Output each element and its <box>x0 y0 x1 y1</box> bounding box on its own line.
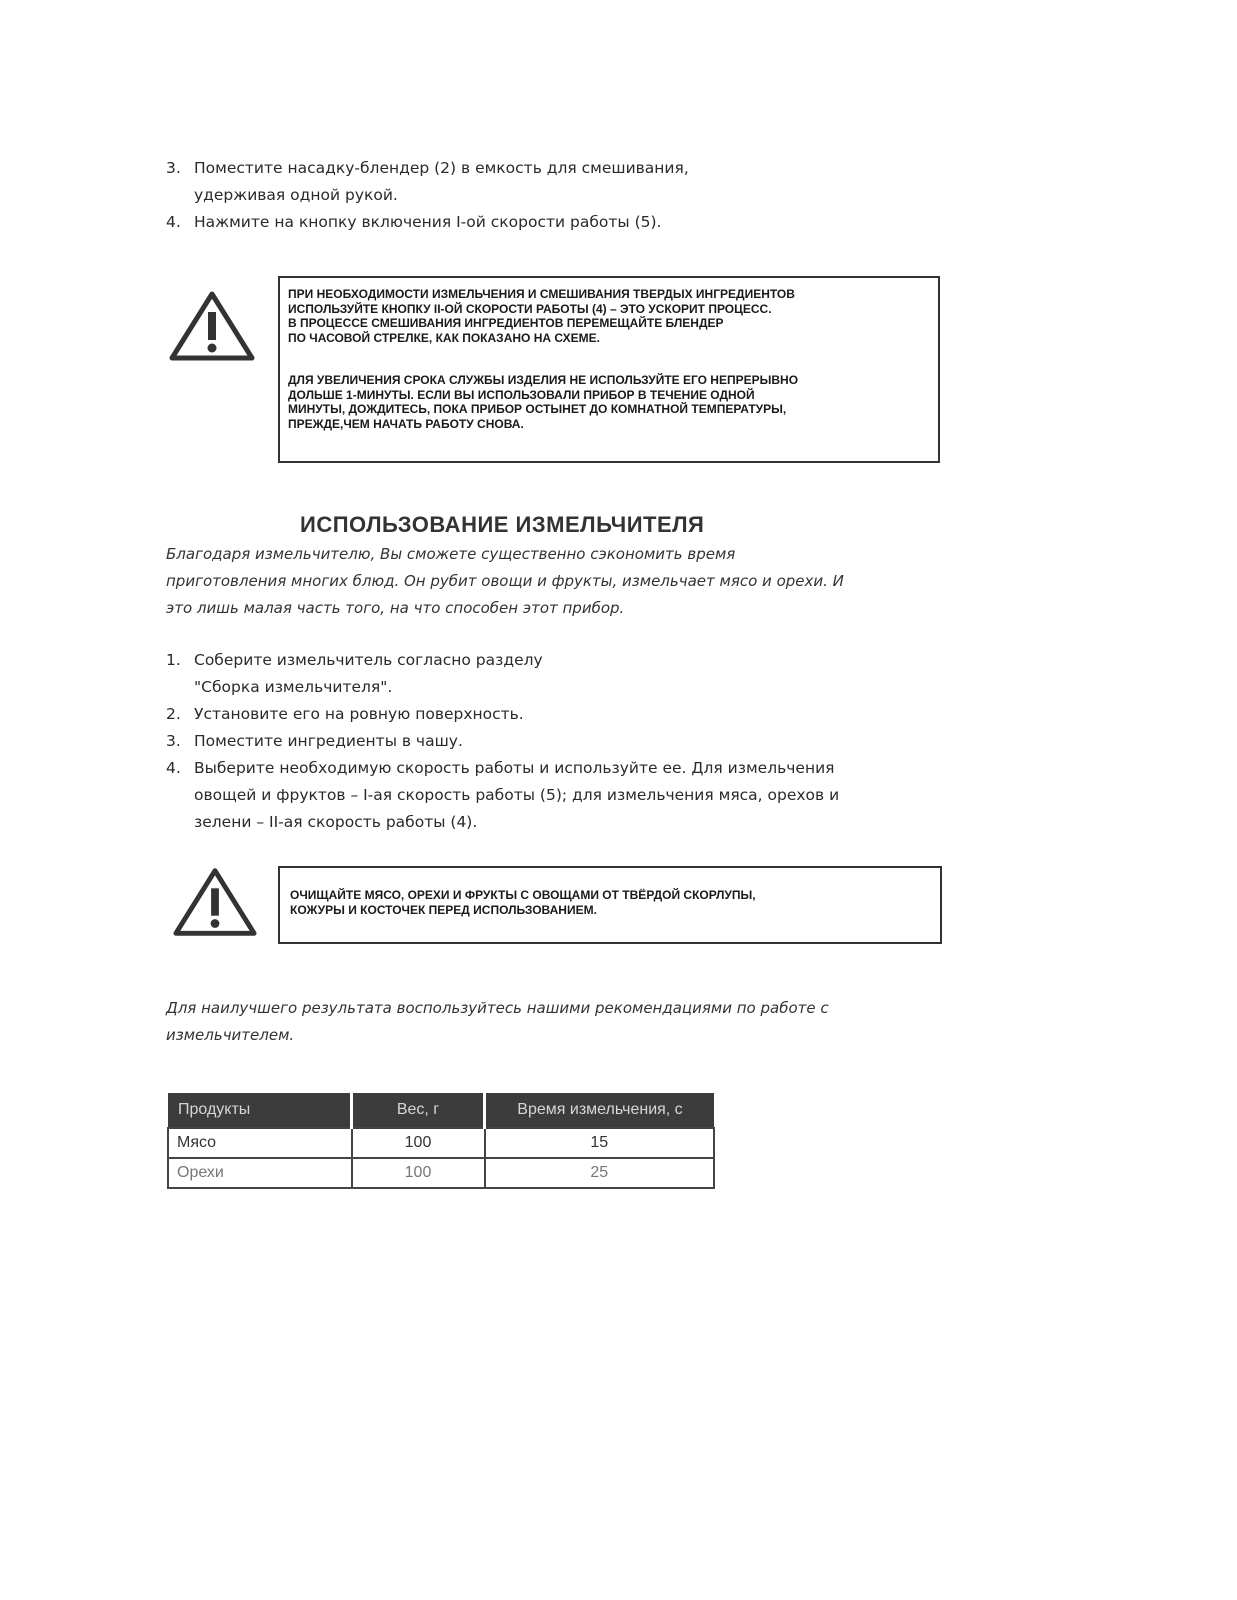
table-row <box>168 1158 714 1188</box>
table-header-cell: Вес, г <box>352 1093 485 1128</box>
recommendation-text <box>166 995 946 1049</box>
warning-text-line: ДОЛЬШЕ 1-МИНУТЫ. ЕСЛИ ВЫ ИСПОЛЬЗОВАЛИ ПРИБОР В ТЕЧЕНИЕ ОДНОЙ <box>288 387 755 402</box>
warning-text-line: КОЖУРЫ И КОСТОЧЕК ПЕРЕД ИСПОЛЬЗОВАНИЕМ. <box>290 902 597 917</box>
section-title: ИСПОЛЬЗОВАНИЕ ИЗМЕЛЬЧИТЕЛЯ <box>300 512 705 537</box>
table-cell: Орехи <box>168 1158 352 1188</box>
step-text-line: Выберите необходимую скорость работы и используйте ее. Для измельчения <box>194 759 835 777</box>
list-item <box>166 647 946 701</box>
list-item <box>166 155 926 209</box>
warning-text-line: ПРИ НЕОБХОДИМОСТИ ИЗМЕЛЬЧЕНИЯ И СМЕШИВАНИЯ ТВЕРДЫХ ИНГРЕДИЕНТОВ <box>288 287 795 301</box>
intro-line: приготовления многих блюд. Он рубит овощи и фрукты, измельчает мясо и орехи. И <box>166 572 844 590</box>
warning-text-line: ИСПОЛЬЗУЙТЕ КНОПКУ II-ОЙ СКОРОСТИ РАБОТЫ (4) – ЭТО УСКОРИТ ПРОЦЕСС. <box>288 301 772 316</box>
chopping-time-table <box>167 1093 715 1189</box>
recommendation-line: измельчителем. <box>166 1026 295 1044</box>
table-cell: 100 <box>352 1158 485 1188</box>
list-item <box>166 755 946 836</box>
intro-line: это лишь малая часть того, на что способен этот прибор. <box>166 599 625 617</box>
list-item <box>166 728 946 755</box>
chopper-steps-list <box>166 647 946 836</box>
step-number: 1. <box>166 651 181 669</box>
step-text-line: Установите его на ровную поверхность. <box>194 705 524 723</box>
step-number: 4. <box>166 759 181 777</box>
list-item <box>166 209 926 236</box>
step-text-line: Поместите ингредиенты в чашу. <box>194 732 463 750</box>
table-cell: Мясо <box>168 1128 352 1158</box>
warning-text-line: ОЧИЩАЙТЕ МЯСО, ОРЕХИ И ФРУКТЫ С ОВОЩАМИ ОТ ТВЁРДОЙ СКОРЛУПЫ, <box>290 888 756 902</box>
table-cell: 100 <box>352 1128 485 1158</box>
step-text-line: Нажмите на кнопку включения I-ой скорости работы (5). <box>194 213 662 231</box>
intro-line: Благодаря измельчителю, Вы сможете существенно сэкономить время <box>166 545 736 563</box>
step-text-line: овощей и фруктов – I-ая скорость работы (5); для измельчения мяса, орехов и <box>194 786 840 804</box>
step-number: 2. <box>166 705 181 723</box>
warning-triangle-icon <box>172 866 258 938</box>
step-number: 3. <box>166 159 181 177</box>
table-cell: 15 <box>485 1128 715 1158</box>
step-text-line: "Сборка измельчителя". <box>194 678 393 696</box>
table-header-cell: Время измельчения, с <box>485 1093 715 1128</box>
step-text-line: зелени – II-ая скорость работы (4). <box>194 813 478 831</box>
warning-text-line: В ПРОЦЕССЕ СМЕШИВАНИЯ ИНГРЕДИЕНТОВ ПЕРЕМЕЩАЙТЕ БЛЕНДЕР <box>288 316 724 330</box>
warning-text-line: ПРЕЖДЕ,ЧЕМ НАЧАТЬ РАБОТУ СНОВА. <box>288 416 524 431</box>
blender-steps-list <box>166 155 926 236</box>
step-text-line: Поместите насадку-блендер (2) в емкость для смешивания, <box>194 159 689 177</box>
table-row <box>168 1128 714 1158</box>
table-cell: 25 <box>485 1158 715 1188</box>
step-text-line: удерживая одной рукой. <box>194 186 398 204</box>
chopper-intro <box>166 541 946 622</box>
warning-text-line: ДЛЯ УВЕЛИЧЕНИЯ СРОКА СЛУЖБЫ ИЗДЕЛИЯ НЕ ИСПОЛЬЗУЙТЕ ЕГО НЕПРЕРЫВНО <box>288 373 799 387</box>
warning-text-line: МИНУТЫ, ДОЖДИТЕСЬ, ПОКА ПРИБОР ОСТЫНЕТ ДО КОМНАТНОЙ ТЕМПЕРАТУРЫ, <box>288 402 787 416</box>
step-number: 3. <box>166 732 181 750</box>
warning-box-blender <box>278 276 940 463</box>
warning-triangle-icon <box>168 290 256 362</box>
step-text-line: Соберите измельчитель согласно разделу <box>194 651 543 669</box>
warning-box-chopper <box>278 866 942 944</box>
warning-text-line: ПО ЧАСОВОЙ СТРЕЛКЕ, КАК ПОКАЗАНО НА СХЕМЕ. <box>288 330 600 345</box>
list-item <box>166 701 946 728</box>
table-header-row <box>168 1093 714 1128</box>
recommendation-line: Для наилучшего результата воспользуйтесь нашими рекомендациями по работе с <box>166 999 829 1017</box>
step-number: 4. <box>166 213 181 231</box>
table-header-cell: Продукты <box>168 1093 352 1128</box>
